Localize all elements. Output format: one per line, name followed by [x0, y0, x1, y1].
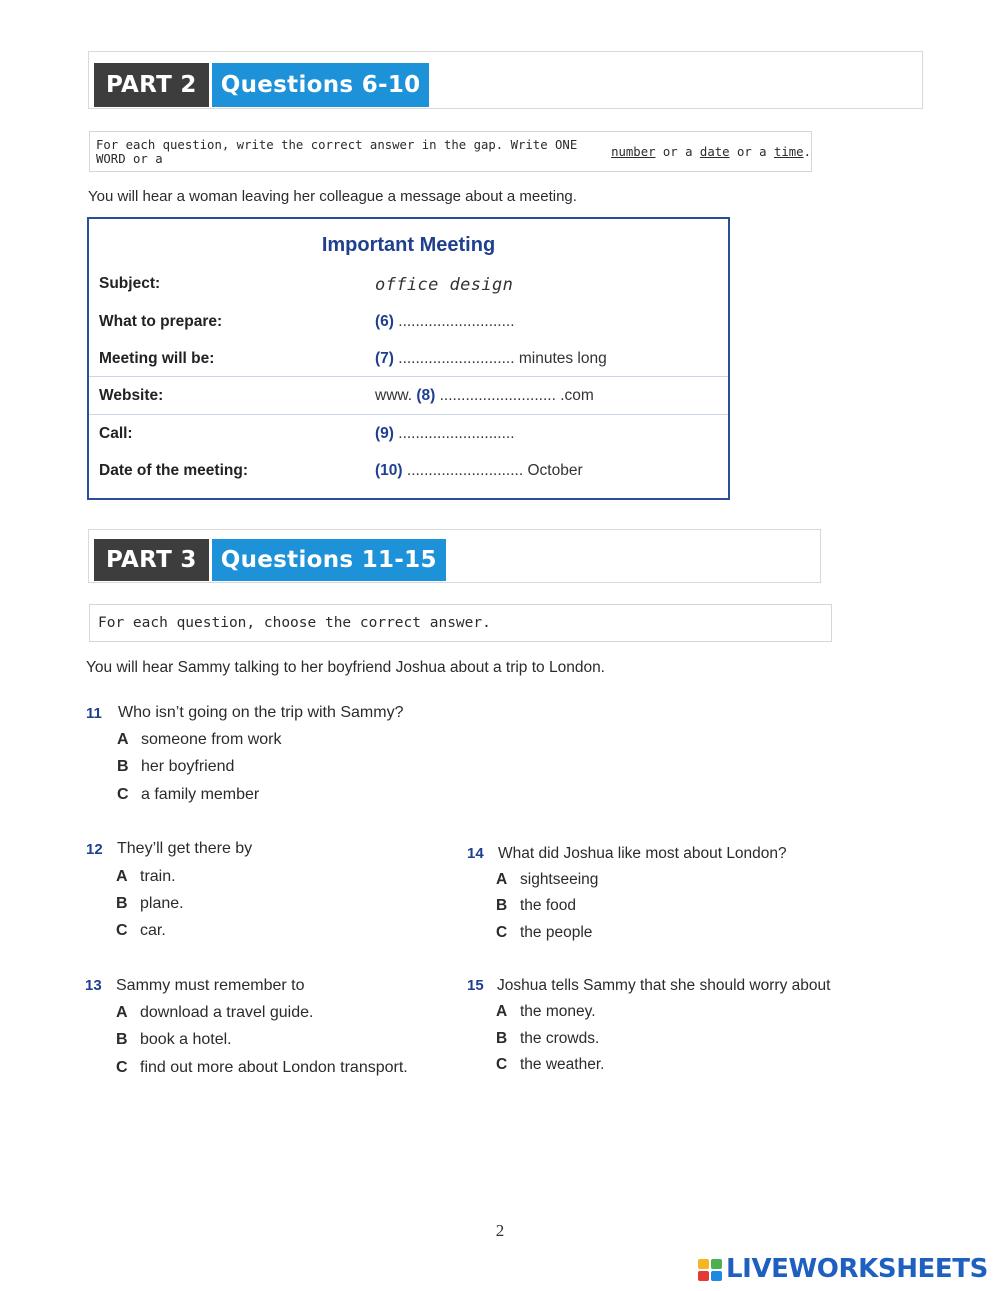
row-value: [375, 275, 513, 295]
part3-intro: You will hear Sammy talking to her boyfriend Joshua about a trip to London.: [86, 659, 605, 676]
answer-gap-10[interactable]: ...........................: [402, 462, 524, 479]
option-c[interactable]: C a family member: [117, 786, 260, 803]
instruction-or: or a: [729, 144, 774, 159]
part2-questions-label: Questions 6-10: [212, 63, 430, 107]
row-divider: [89, 414, 728, 415]
logo-block-icon: [698, 1271, 709, 1281]
option-a[interactable]: A the money.: [496, 1003, 596, 1020]
page-number: 2: [495, 1221, 505, 1240]
option-c[interactable]: C the weather.: [496, 1056, 605, 1073]
row-suffix: October: [523, 462, 583, 479]
answer-gap-9[interactable]: ...........................: [393, 425, 515, 442]
row-prefix: www.: [375, 387, 417, 404]
gap-number: (8): [416, 387, 436, 404]
part2-intro: You will hear a woman leaving her colleague a message about a meeting.: [88, 188, 577, 205]
row-label: Subject:: [99, 275, 161, 292]
option-b[interactable]: B plane.: [116, 895, 184, 912]
option-a[interactable]: A sightseeing: [496, 871, 599, 888]
row-value: [375, 462, 583, 480]
logo-block-icon: [711, 1259, 722, 1269]
row-value: [375, 387, 594, 405]
meeting-title: Important Meeting: [321, 234, 496, 256]
row-label: Website:: [99, 387, 164, 404]
meeting-row-prepare: [99, 313, 719, 337]
row-value: [375, 425, 515, 443]
logo-wordmark: LIVEWORKSHEETS: [726, 1254, 988, 1284]
logo-block-icon: [698, 1259, 709, 1269]
question-number: 12: [86, 841, 103, 858]
row-label: Call:: [99, 425, 133, 442]
part3-instruction: [89, 604, 832, 642]
meeting-row-call: [99, 425, 719, 449]
answer-gap-7[interactable]: ...........................: [393, 350, 515, 367]
meeting-row-date: [99, 462, 719, 486]
part2-instruction: [89, 131, 812, 172]
option-a[interactable]: A train.: [116, 868, 176, 885]
instruction-text: For each question, choose the correct answer.: [98, 615, 491, 631]
question-text: They’ll get there by: [117, 840, 253, 857]
meeting-row-website: [99, 387, 719, 411]
gap-number: (7): [375, 350, 394, 367]
option-c[interactable]: C find out more about London transport.: [116, 1059, 408, 1076]
row-label: What to prepare:: [99, 313, 223, 330]
row-label: Date of the meeting:: [99, 462, 248, 479]
row-value: [375, 350, 607, 368]
meeting-row-subject: [99, 275, 719, 299]
subject-value: office design: [375, 275, 514, 295]
row-value: [375, 313, 515, 331]
question-number: 15: [467, 977, 484, 994]
part3-questions-label: Questions 11-15: [212, 539, 446, 581]
question-text: What did Joshua like most about London?: [498, 845, 787, 862]
answer-gap-6[interactable]: ...........................: [393, 313, 515, 330]
row-suffix: minutes long: [514, 350, 607, 367]
part2-label: PART 2: [94, 63, 209, 107]
option-a[interactable]: A download a travel guide.: [116, 1004, 314, 1021]
logo-block-icon: [711, 1271, 722, 1281]
gap-number: (6): [375, 313, 394, 330]
question-text: Who isn’t going on the trip with Sammy?: [118, 704, 404, 721]
gap-number: (10): [375, 462, 403, 479]
question-text: Sammy must remember to: [116, 977, 305, 994]
instruction-number: number: [611, 144, 656, 159]
question-number: 11: [86, 705, 102, 722]
meeting-notes-box: [87, 217, 730, 500]
gap-number: (9): [375, 425, 394, 442]
liveworksheets-logo[interactable]: [698, 1254, 988, 1284]
option-a[interactable]: A someone from work: [117, 731, 282, 748]
instruction-time: time: [773, 144, 804, 159]
instruction-prefix: For each question, write the correct answer in the gap. Write ONE WORD or a: [96, 137, 578, 166]
question-number: 13: [85, 977, 102, 994]
meeting-row-length: [99, 350, 719, 374]
option-b[interactable]: B the food: [496, 897, 577, 914]
row-divider: [89, 376, 728, 377]
option-b[interactable]: B the crowds.: [496, 1030, 600, 1047]
instruction-date: date: [699, 144, 730, 159]
row-label: Meeting will be:: [99, 350, 215, 367]
option-c[interactable]: C car.: [116, 922, 166, 939]
question-text: Joshua tells Sammy that she should worry about: [497, 977, 831, 994]
option-b[interactable]: B her boyfriend: [117, 758, 235, 775]
question-number: 14: [467, 845, 484, 862]
option-c[interactable]: C the people: [496, 924, 593, 941]
row-suffix: .com: [555, 387, 594, 404]
instruction-end: .: [803, 144, 811, 159]
part3-label: PART 3: [94, 539, 209, 581]
answer-gap-8[interactable]: ...........................: [435, 387, 556, 404]
part2-header: [94, 63, 429, 107]
part3-header: [94, 539, 446, 581]
logo-blocks-icon: [698, 1259, 722, 1281]
option-b[interactable]: B book a hotel.: [116, 1031, 232, 1048]
instruction-or: or a: [655, 144, 700, 159]
